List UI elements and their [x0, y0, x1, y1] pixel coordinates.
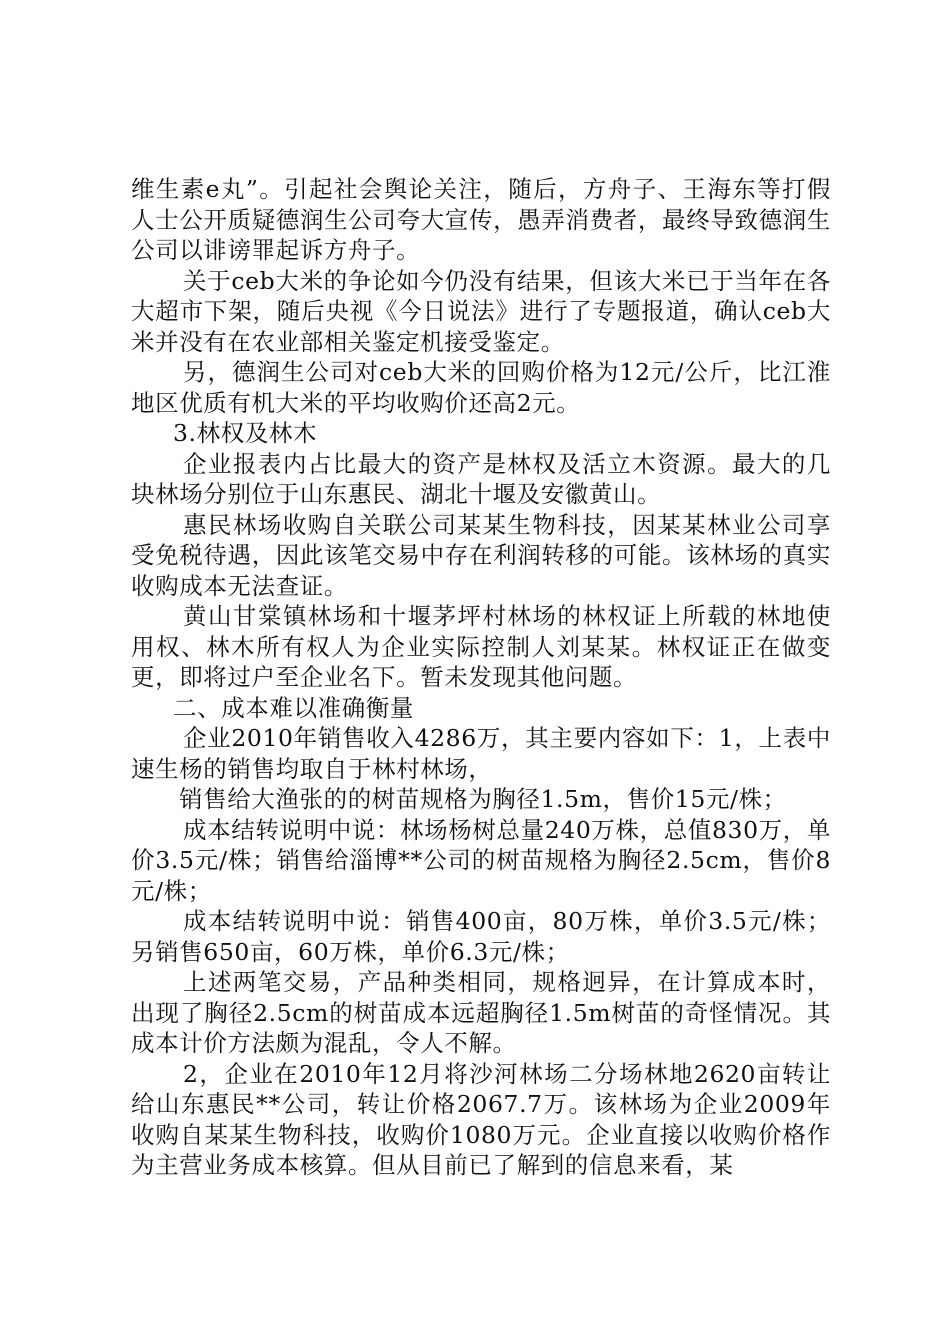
- section-heading-forest-rights: 3.林权及林木: [173, 419, 318, 447]
- paragraph-13: 上述两笔交易，产品种类相同，规格迥异，在计算成本时，出现了胸径2.5cm的树苗成本远超胸径1.5m树苗的奇怪情况。其成本计价方法颇为混乱，令人不解。: [131, 968, 831, 1057]
- paragraph-9: 企业2010年销售收入4286万，其主要内容如下：1，上表中速生杨的销售均取自于林村林场，: [131, 724, 831, 783]
- paragraph-10: 销售给大渔张的的树苗规格为胸径1.5m，售价15元/株；: [179, 785, 787, 813]
- paragraph-11: 成本结转说明中说：林场杨树总量240万株，总值830万，单价3.5元/株；销售给淄博**公司的树苗规格为胸径2.5cm，售价8元/株；: [131, 815, 831, 905]
- section-heading-cost: 二、成本难以准确衡量: [173, 693, 414, 722]
- paragraph-5: 企业报表内占比最大的资产是林权及活立木资源。最大的几块林场分别位于山东惠民、湖北十堰及安徽黄山。: [131, 449, 831, 508]
- document-body: [131, 174, 831, 1181]
- paragraph-12: 成本结转说明中说：销售400亩，80万株，单价3.5元/株；另销售650亩，60万株，单价6.3元/株；: [131, 907, 831, 966]
- paragraph-1: 维生素e丸”。引起社会舆论关注，随后，方舟子、王海东等打假人士公开质疑德润生公司夸大宣传，愚弄消费者，最终导致德润生公司以诽谤罪起诉方舟子。: [131, 175, 831, 264]
- paragraph-3: 另，德润生公司对ceb大米的回购价格为12元/公斤，比江淮地区优质有机大米的平均收购价还高2元。: [131, 358, 831, 417]
- paragraph-6: 惠民林场收购自关联公司某某生物科技，因某某林业公司享受免税待遇，因此该笔交易中存在利润转移的可能。该林场的真实收购成本无法查证。: [131, 510, 831, 600]
- paragraph-7: 黄山甘棠镇林场和十堰茅坪村林场的林权证上所载的林地使用权、林木所有权人为企业实际控制人刘某某。林权证正在做变更，即将过户至企业名下。暂未发现其他问题。: [131, 602, 831, 691]
- paragraph-2: 关于ceb大米的争论如今仍没有结果，但该大米已于当年在各大超市下架，随后央视《今日说法》进行了专题报道，确认ceb大米并没有在农业部相关鉴定机接受鉴定。: [131, 266, 831, 356]
- paragraph-14: 2，企业在2010年12月将沙河林场二分场林地2620亩转让给山东惠民**公司，转让价格2067.7万。该林场为企业2009年收购自某某生物科技，收购价1080万元。企业直接以收购价格作为主营业务成本核算。但从目前已了解到的信息来看，某: [131, 1059, 831, 1179]
